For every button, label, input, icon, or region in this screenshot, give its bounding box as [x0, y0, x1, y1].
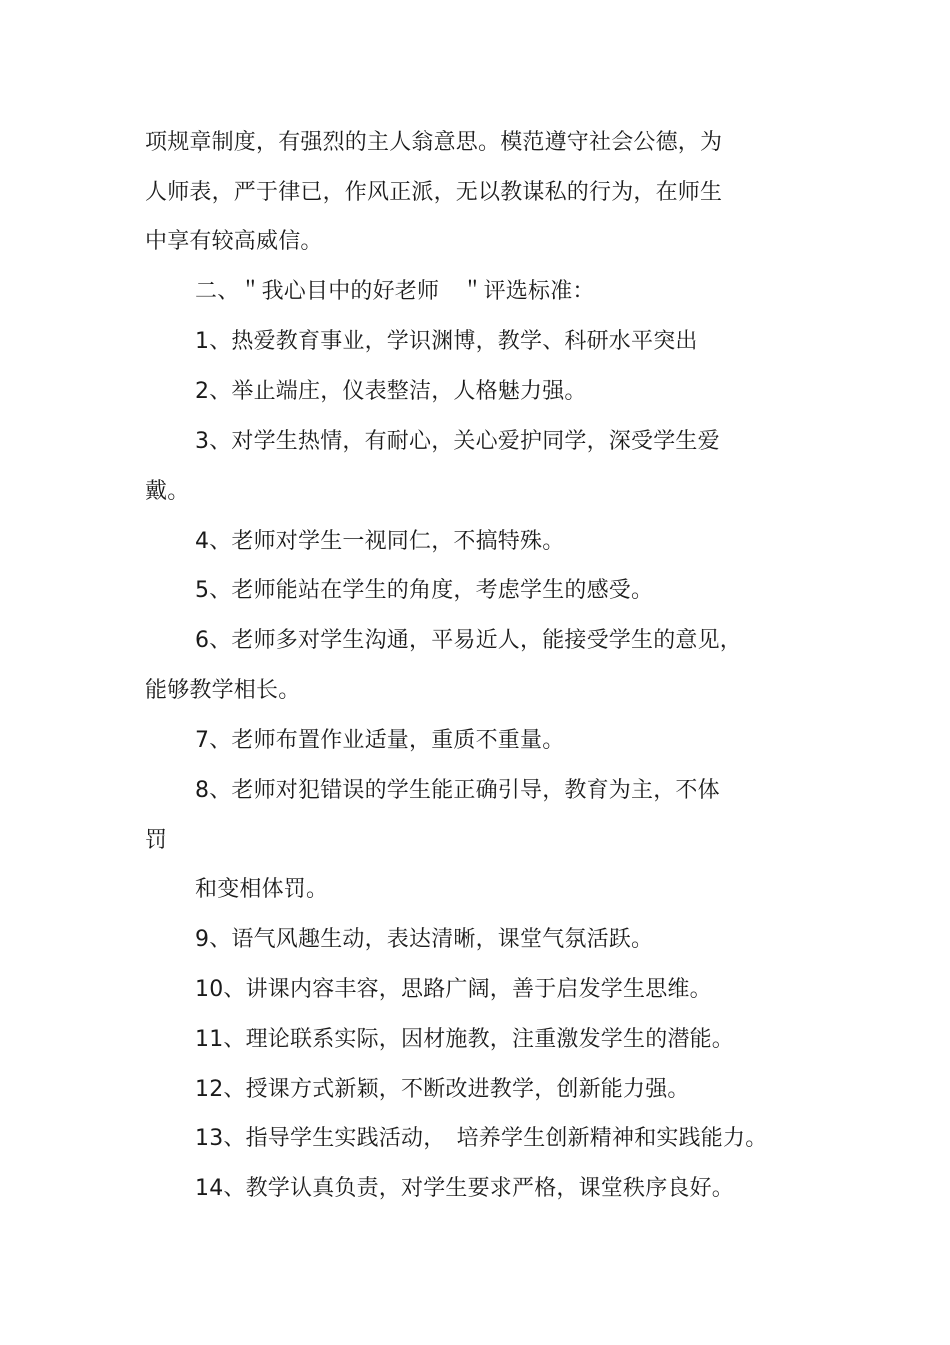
criterion-item: 6、老师多对学生沟通，平易近人，能接受学生的意见， [195, 628, 742, 653]
criterion-item: 8、老师对犯错误的学生能正确引导，教育为主，不体 [195, 778, 720, 803]
criterion-item: 11、理论联系实际，因材施教，注重激发学生的潜能。 [195, 1027, 734, 1052]
criterion-item-continued: 能够教学相长。 [145, 678, 301, 703]
paragraph-line: 中享有较高威信。 [145, 229, 323, 254]
criterion-item-continued: 罚 [145, 828, 168, 853]
criterion-item-continued: 戴。 [145, 479, 190, 504]
criterion-item: 2、举止端庄，仪表整洁，人格魅力强。 [195, 379, 587, 404]
criterion-item: 1、热爱教育事业，学识渊博，教学、科研水平突出 [195, 329, 698, 354]
criterion-item-continued: 和变相体罚。 [195, 877, 329, 902]
criterion-item: 3、对学生热情，有耐心，关心爱护同学，深受学生爱 [195, 429, 720, 454]
criterion-item: 4、老师对学生一视同仁，不搞特殊。 [195, 529, 565, 554]
paragraph-line: 项规章制度，有强烈的主人翁意思。模范遵守社会公德，为 [145, 130, 723, 155]
criterion-item: 13、指导学生实践活动， 培养学生创新精神和实践能力。 [195, 1126, 768, 1151]
criterion-item: 9、语气风趣生动，表达清晰，课堂气氛活跃。 [195, 927, 654, 952]
criterion-item: 10、讲课内容丰容，思路广阔，善于启发学生思维。 [195, 977, 712, 1002]
paragraph-line: 人师表，严于律已，作风正派，无以教谋私的行为，在师生 [145, 180, 723, 205]
criterion-item: 5、老师能站在学生的角度，考虑学生的感受。 [195, 578, 654, 603]
criterion-item: 12、授课方式新颖，不断改进教学，创新能力强。 [195, 1077, 690, 1102]
criterion-item: 14、教学认真负责，对学生要求严格，课堂秩序良好。 [195, 1176, 734, 1201]
criterion-item: 7、老师布置作业适量，重质不重量。 [195, 728, 565, 753]
section-heading: 二、＂我心目中的好老师 ＂评选标准： [195, 279, 595, 304]
